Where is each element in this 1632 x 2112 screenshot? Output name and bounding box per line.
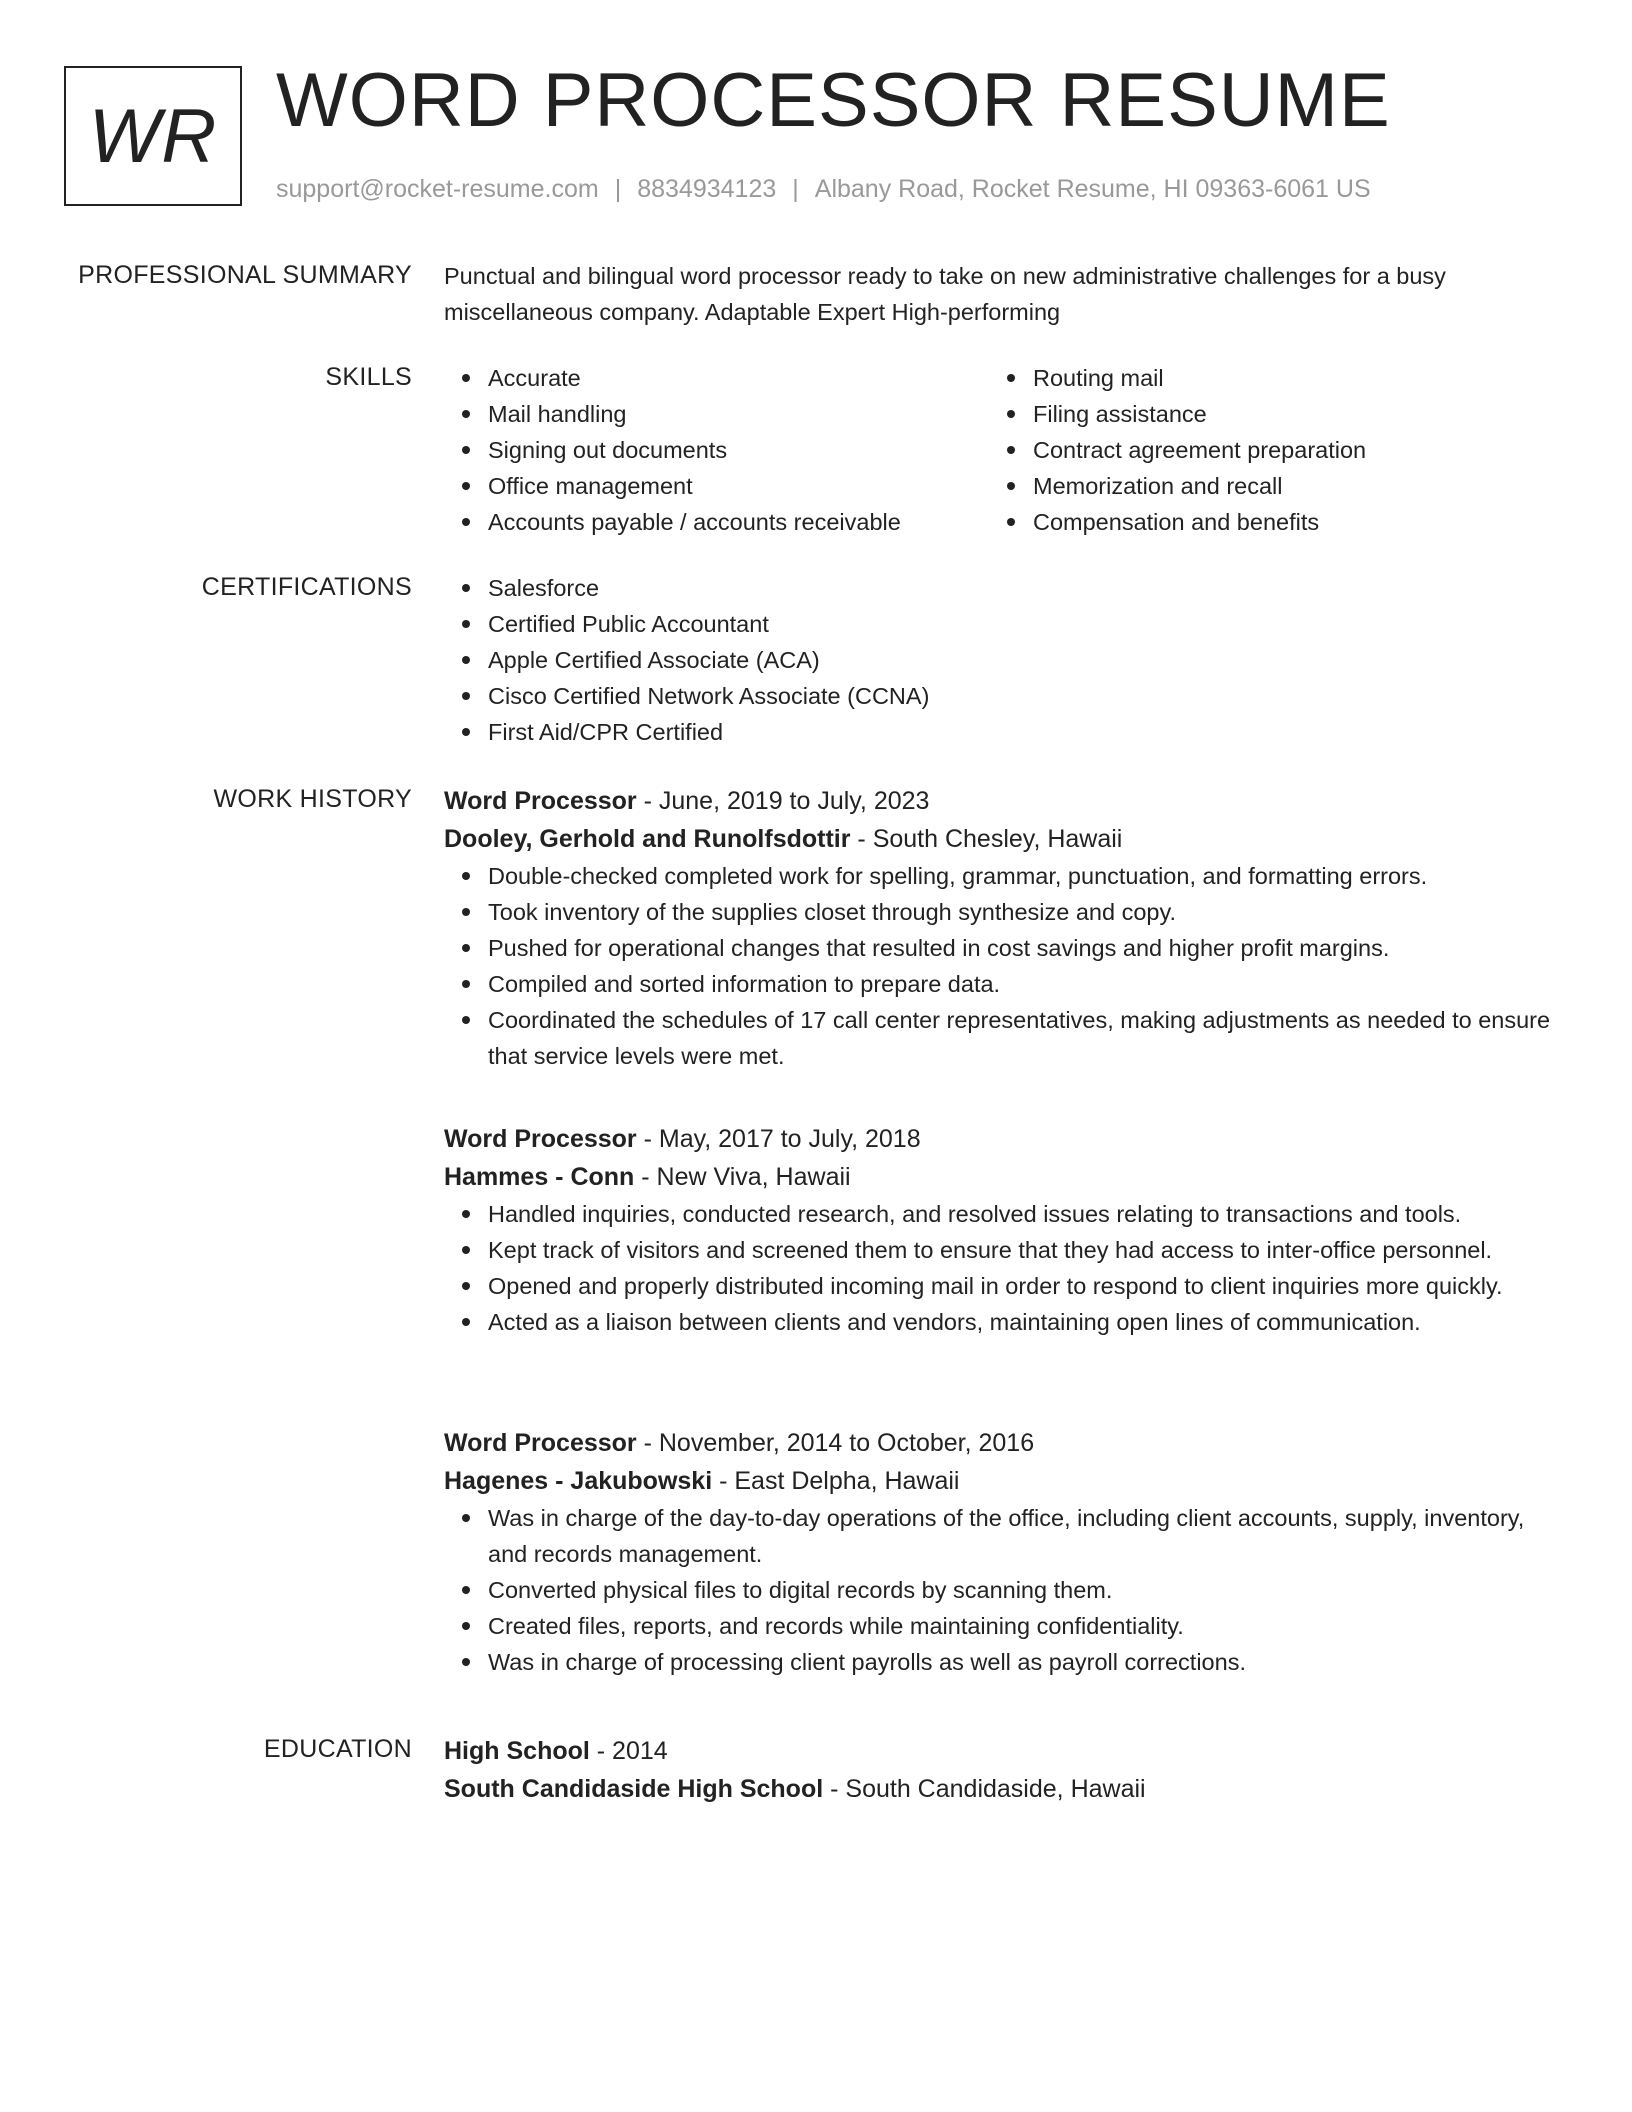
monogram-logo: WR xyxy=(64,66,242,206)
skills-column-right xyxy=(989,360,1534,540)
certification-item: Salesforce xyxy=(444,570,1564,606)
education-school-line xyxy=(444,1770,1564,1808)
job-duty: Took inventory of the supplies closet through synthesize and copy. xyxy=(444,894,1564,930)
job-duty: Kept track of visitors and screened them to ensure that they had access to inter-office personnel. xyxy=(444,1232,1564,1268)
section-heading-certifications: CERTIFICATIONS xyxy=(201,573,412,601)
skill-item: Office management xyxy=(444,468,989,504)
certification-item: Certified Public Accountant xyxy=(444,606,1564,642)
education-year: - 2014 xyxy=(589,1737,668,1765)
job-title-line xyxy=(444,782,1564,820)
certifications-list xyxy=(444,570,1564,750)
job-duty: Pushed for operational changes that resulted in cost savings and higher profit margins. xyxy=(444,930,1564,966)
job-company-line xyxy=(444,820,1564,858)
section-heading-work-history: WORK HISTORY xyxy=(213,785,412,813)
job-title: Word Processor xyxy=(444,787,637,815)
skill-item: Filing assistance xyxy=(989,396,1534,432)
education-school: South Candidaside High School xyxy=(444,1775,824,1803)
job-location: - New Viva, Hawaii xyxy=(634,1163,851,1191)
job-duty: Handled inquiries, conducted research, and resolved issues relating to transactions and tools. xyxy=(444,1196,1564,1232)
education-degree-line xyxy=(444,1732,1564,1770)
job-duty: Opened and properly distributed incoming mail in order to respond to client inquiries more quickly. xyxy=(444,1268,1564,1304)
skill-item: Mail handling xyxy=(444,396,989,432)
job-dates: - November, 2014 to October, 2016 xyxy=(636,1429,1035,1457)
skill-item: Accounts payable / accounts receivable xyxy=(444,504,989,540)
job-dates: - May, 2017 to July, 2018 xyxy=(636,1125,921,1153)
contact-email: support@rocket-resume.com xyxy=(276,175,599,203)
certification-item: Apple Certified Associate (ACA) xyxy=(444,642,1564,678)
job-duty: Was in charge of the day-to-day operations of the office, including client accounts, supply, inventory, and records management. xyxy=(444,1500,1564,1572)
certification-item: First Aid/CPR Certified xyxy=(444,714,1564,750)
job-company-line xyxy=(444,1462,1564,1500)
job-company: Hagenes - Jakubowski xyxy=(444,1467,713,1495)
education-degree: High School xyxy=(444,1737,590,1765)
job-duties-list xyxy=(444,858,1564,1074)
education-location: - South Candidaside, Hawaii xyxy=(823,1775,1146,1803)
job-location: - South Chesley, Hawaii xyxy=(850,825,1123,853)
skill-item: Contract agreement preparation xyxy=(989,432,1534,468)
job-duty: Converted physical files to digital records by scanning them. xyxy=(444,1572,1564,1608)
job-company: Hammes - Conn xyxy=(444,1163,635,1191)
contact-address: Albany Road, Rocket Resume, HI 09363-6061 US xyxy=(814,175,1371,203)
section-heading-education: EDUCATION xyxy=(263,1735,412,1763)
section-heading-summary: PROFESSIONAL SUMMARY xyxy=(78,261,412,289)
page-title: WORD PROCESSOR RESUME xyxy=(276,58,1391,143)
job-duty: Coordinated the schedules of 17 call center representatives, making adjustments as needed to ensure that service levels were met. xyxy=(444,1002,1564,1074)
summary-text: Punctual and bilingual word processor ready to take on new administrative challenges for a busy miscellaneous company. Adaptable Expert High-performing xyxy=(444,263,1446,325)
job-title-line xyxy=(444,1120,1564,1158)
skill-item: Compensation and benefits xyxy=(989,504,1534,540)
contact-phone: 8834934123 xyxy=(637,175,777,203)
job-dates: - June, 2019 to July, 2023 xyxy=(636,787,930,815)
job-duty: Compiled and sorted information to prepare data. xyxy=(444,966,1564,1002)
job-entry xyxy=(444,1424,1564,1680)
contact-separator: | xyxy=(614,175,622,203)
contact-separator: | xyxy=(792,175,799,203)
job-entry xyxy=(444,782,1564,1074)
job-company-line xyxy=(444,1158,1564,1196)
job-duty: Double-checked completed work for spelling, grammar, punctuation, and formatting errors. xyxy=(444,858,1564,894)
contact-line xyxy=(276,172,1371,206)
job-title: Word Processor xyxy=(444,1125,637,1153)
job-location: - East Delpha, Hawaii xyxy=(712,1467,960,1495)
skill-item: Accurate xyxy=(444,360,989,396)
job-duty: Created files, reports, and records while maintaining confidentiality. xyxy=(444,1608,1564,1644)
job-duties-list xyxy=(444,1196,1564,1340)
job-title-line xyxy=(444,1424,1564,1462)
skills-column-left xyxy=(444,360,989,540)
skill-item: Signing out documents xyxy=(444,432,989,468)
job-entry xyxy=(444,1120,1564,1340)
job-company: Dooley, Gerhold and Runolfsdottir xyxy=(444,825,851,853)
job-title: Word Processor xyxy=(444,1429,637,1457)
job-duty: Acted as a liaison between clients and vendors, maintaining open lines of communication. xyxy=(444,1304,1564,1340)
section-heading-skills: SKILLS xyxy=(325,363,412,391)
certification-item: Cisco Certified Network Associate (CCNA) xyxy=(444,678,1564,714)
job-duty: Was in charge of processing client payrolls as well as payroll corrections. xyxy=(444,1644,1564,1680)
skill-item: Routing mail xyxy=(989,360,1534,396)
skill-item: Memorization and recall xyxy=(989,468,1534,504)
job-duties-list xyxy=(444,1500,1564,1680)
skills-grid xyxy=(444,360,1564,540)
